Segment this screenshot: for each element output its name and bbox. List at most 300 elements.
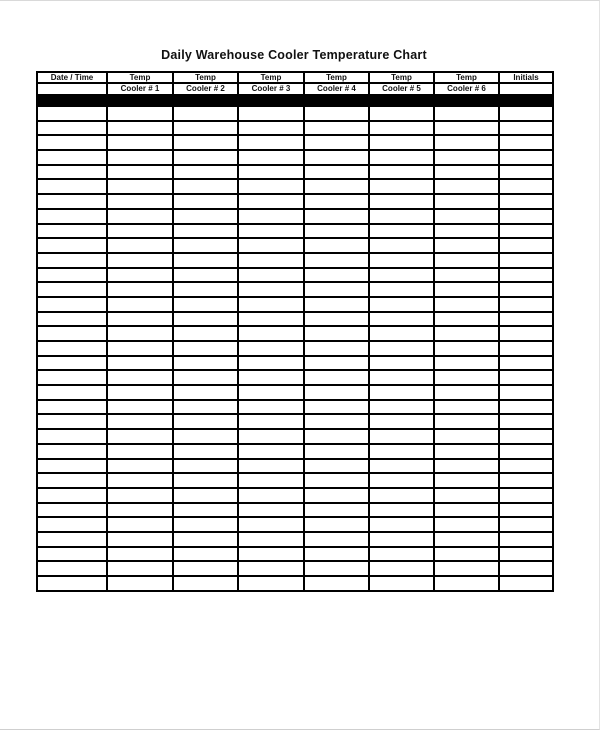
blank-entry-cell <box>107 341 173 356</box>
blank-entry-row <box>37 547 553 562</box>
blank-entry-cell <box>37 429 107 444</box>
blank-entry-row <box>37 106 553 121</box>
blank-entry-cell <box>37 121 107 136</box>
blank-entry-cell <box>173 576 238 591</box>
blank-entry-cell <box>499 370 553 385</box>
blank-entry-cell <box>304 356 369 371</box>
blank-entry-cell <box>37 547 107 562</box>
blank-entry-cell <box>369 179 434 194</box>
blank-entry-cell <box>173 385 238 400</box>
blank-entry-cell <box>238 429 304 444</box>
blank-entry-cell <box>173 429 238 444</box>
blank-entry-cell <box>238 576 304 591</box>
blank-entry-cell <box>107 282 173 297</box>
blank-entry-row <box>37 165 553 180</box>
blank-entry-cell <box>304 194 369 209</box>
blank-entry-cell <box>499 224 553 239</box>
page-title: Daily Warehouse Cooler Temperature Chart <box>161 48 427 62</box>
blank-entry-cell <box>369 165 434 180</box>
blank-entry-cell <box>499 326 553 341</box>
header-cell-5: Temp <box>369 72 434 83</box>
blank-entry-cell <box>238 547 304 562</box>
blank-entry-cell <box>238 253 304 268</box>
blank-entry-cell <box>369 253 434 268</box>
blank-entry-cell <box>173 503 238 518</box>
blank-entry-cell <box>434 400 499 415</box>
blank-entry-cell <box>37 194 107 209</box>
blank-entry-cell <box>37 326 107 341</box>
blank-entry-cell <box>369 547 434 562</box>
blank-entry-cell <box>434 459 499 474</box>
blank-entry-cell <box>304 165 369 180</box>
blank-entry-cell <box>173 268 238 283</box>
blank-entry-cell <box>304 179 369 194</box>
blank-entry-cell <box>107 414 173 429</box>
blank-entry-cell <box>304 547 369 562</box>
blank-entry-cell <box>434 385 499 400</box>
blank-entry-cell <box>499 238 553 253</box>
blank-entry-cell <box>304 135 369 150</box>
blank-entry-cell <box>107 179 173 194</box>
blank-entry-cell <box>304 209 369 224</box>
blank-entry-cell <box>173 370 238 385</box>
blank-entry-cell <box>37 106 107 121</box>
blank-entry-row <box>37 194 553 209</box>
blank-entry-cell <box>304 106 369 121</box>
blank-entry-cell <box>37 400 107 415</box>
cooler-temperature-table <box>36 71 554 592</box>
blank-entry-cell <box>304 224 369 239</box>
blank-entry-cell <box>238 106 304 121</box>
blank-entry-cell <box>434 268 499 283</box>
blank-entry-cell <box>499 253 553 268</box>
blank-entry-cell <box>107 444 173 459</box>
blank-entry-cell <box>369 429 434 444</box>
subheader-cell-5: Cooler # 5 <box>369 83 434 95</box>
blank-entry-cell <box>173 297 238 312</box>
blank-entry-cell <box>37 179 107 194</box>
blank-entry-cell <box>434 297 499 312</box>
blank-entry-cell <box>37 282 107 297</box>
blank-entry-cell <box>434 370 499 385</box>
blank-entry-cell <box>434 106 499 121</box>
blank-entry-cell <box>107 400 173 415</box>
blank-entry-cell <box>107 312 173 327</box>
blank-entry-cell <box>434 238 499 253</box>
header-cell-6: Temp <box>434 72 499 83</box>
blank-entry-cell <box>434 253 499 268</box>
blank-entry-cell <box>238 503 304 518</box>
blank-entry-cell <box>499 282 553 297</box>
blank-entry-cell <box>37 150 107 165</box>
blank-entry-cell <box>107 488 173 503</box>
blank-entry-cell <box>369 576 434 591</box>
blank-entry-cell <box>173 150 238 165</box>
blank-entry-cell <box>499 150 553 165</box>
blank-entry-cell <box>434 547 499 562</box>
blank-entry-cell <box>434 150 499 165</box>
blank-entry-cell <box>304 341 369 356</box>
blank-entry-cell <box>369 370 434 385</box>
blank-entry-cell <box>499 341 553 356</box>
blank-entry-row <box>37 385 553 400</box>
blank-entry-cell <box>369 341 434 356</box>
blank-entry-row <box>37 238 553 253</box>
blank-entry-cell <box>173 179 238 194</box>
blank-entry-cell <box>107 106 173 121</box>
blank-entry-row <box>37 209 553 224</box>
blank-entry-cell <box>434 414 499 429</box>
blank-entry-cell <box>173 282 238 297</box>
subheader-cell-0 <box>37 83 107 95</box>
blank-entry-cell <box>173 532 238 547</box>
blank-entry-cell <box>434 356 499 371</box>
blank-entry-cell <box>434 326 499 341</box>
blank-entry-cell <box>107 297 173 312</box>
blank-entry-cell <box>434 503 499 518</box>
blank-entry-cell <box>173 444 238 459</box>
blank-entry-cell <box>434 194 499 209</box>
blank-entry-cell <box>369 194 434 209</box>
blank-entry-cell <box>173 121 238 136</box>
blank-entry-cell <box>37 459 107 474</box>
blank-entry-cell <box>238 517 304 532</box>
blank-entry-cell <box>107 165 173 180</box>
blank-entry-cell <box>434 179 499 194</box>
blank-entry-cell <box>304 370 369 385</box>
blank-entry-cell <box>434 312 499 327</box>
blank-entry-cell <box>499 297 553 312</box>
header-cell-2: Temp <box>173 72 238 83</box>
blank-entry-cell <box>37 576 107 591</box>
blank-entry-cell <box>499 576 553 591</box>
blank-entry-row <box>37 473 553 488</box>
blank-entry-cell <box>499 194 553 209</box>
blank-entry-cell <box>37 356 107 371</box>
blank-entry-cell <box>369 561 434 576</box>
blank-entry-cell <box>238 400 304 415</box>
blank-entry-cell <box>238 268 304 283</box>
blank-entry-cell <box>37 312 107 327</box>
blank-entry-row <box>37 400 553 415</box>
blank-entry-cell <box>238 488 304 503</box>
blank-entry-cell <box>434 429 499 444</box>
blank-entry-cell <box>238 150 304 165</box>
blank-entry-cell <box>238 444 304 459</box>
blank-entry-cell <box>107 532 173 547</box>
blank-entry-cell <box>173 459 238 474</box>
blank-entry-cell <box>434 165 499 180</box>
blank-entry-cell <box>499 444 553 459</box>
blank-entry-cell <box>37 473 107 488</box>
blank-entry-cell <box>369 297 434 312</box>
blank-entry-cell <box>107 150 173 165</box>
blank-entry-cell <box>37 532 107 547</box>
blank-entry-cell <box>107 503 173 518</box>
blank-entry-cell <box>173 253 238 268</box>
blank-entry-cell <box>173 561 238 576</box>
blank-entry-row <box>37 297 553 312</box>
subheader-cell-1: Cooler # 1 <box>107 83 173 95</box>
blank-entry-cell <box>304 503 369 518</box>
blank-entry-cell <box>369 326 434 341</box>
blank-entry-cell <box>369 473 434 488</box>
blank-entry-cell <box>37 238 107 253</box>
blank-entry-cell <box>37 488 107 503</box>
blank-entry-cell <box>173 488 238 503</box>
header-cell-0: Date / Time <box>37 72 107 83</box>
blank-entry-cell <box>173 209 238 224</box>
blank-entry-cell <box>107 385 173 400</box>
blank-entry-cell <box>37 224 107 239</box>
blank-entry-cell <box>304 532 369 547</box>
subheader-cell-2: Cooler # 2 <box>173 83 238 95</box>
blank-entry-cell <box>37 517 107 532</box>
blank-entry-cell <box>238 282 304 297</box>
blank-entry-cell <box>499 135 553 150</box>
blank-entry-cell <box>499 473 553 488</box>
blank-entry-row <box>37 121 553 136</box>
blank-entry-cell <box>238 121 304 136</box>
blank-entry-cell <box>434 282 499 297</box>
blank-entry-cell <box>369 150 434 165</box>
blank-entry-cell <box>107 326 173 341</box>
blank-entry-cell <box>369 503 434 518</box>
blank-entry-cell <box>107 429 173 444</box>
blank-entry-cell <box>238 297 304 312</box>
blank-entry-row <box>37 224 553 239</box>
blank-entry-cell <box>304 400 369 415</box>
blank-entry-cell <box>369 488 434 503</box>
header-cell-7: Initials <box>499 72 553 83</box>
blank-entry-cell <box>173 165 238 180</box>
blank-entry-cell <box>434 444 499 459</box>
blank-entry-cell <box>238 224 304 239</box>
blank-entry-cell <box>238 473 304 488</box>
blank-entry-cell <box>37 370 107 385</box>
blank-entry-row <box>37 532 553 547</box>
blank-entry-cell <box>107 253 173 268</box>
blank-entry-cell <box>369 517 434 532</box>
blank-entry-cell <box>304 414 369 429</box>
blank-entry-cell <box>107 370 173 385</box>
blank-entry-cell <box>173 326 238 341</box>
blank-entry-cell <box>107 356 173 371</box>
blank-entry-cell <box>37 561 107 576</box>
blank-entry-cell <box>499 385 553 400</box>
blank-entry-cell <box>369 224 434 239</box>
blank-entry-cell <box>369 532 434 547</box>
blank-entry-cell <box>173 224 238 239</box>
blank-entry-row <box>37 326 553 341</box>
blank-entry-cell <box>499 547 553 562</box>
blank-entry-cell <box>238 561 304 576</box>
blank-entry-cell <box>238 356 304 371</box>
blank-entry-cell <box>369 238 434 253</box>
blank-entry-cell <box>37 503 107 518</box>
blank-entry-cell <box>499 429 553 444</box>
blank-entry-cell <box>107 561 173 576</box>
blank-entry-cell <box>369 414 434 429</box>
blank-entry-cell <box>238 532 304 547</box>
blank-entry-cell <box>499 209 553 224</box>
blank-entry-cell <box>238 165 304 180</box>
subheader-cell-3: Cooler # 3 <box>238 83 304 95</box>
blank-entry-cell <box>37 268 107 283</box>
blank-entry-cell <box>173 312 238 327</box>
blank-entry-cell <box>107 517 173 532</box>
blank-entry-cell <box>499 459 553 474</box>
blank-entry-cell <box>304 488 369 503</box>
blank-entry-cell <box>304 459 369 474</box>
blank-entry-cell <box>304 268 369 283</box>
blank-entry-row <box>37 150 553 165</box>
blank-entry-cell <box>107 135 173 150</box>
blank-entry-cell <box>499 179 553 194</box>
blank-entry-row <box>37 459 553 474</box>
blank-entry-cell <box>304 121 369 136</box>
blank-entry-cell <box>369 121 434 136</box>
blank-entry-cell <box>369 312 434 327</box>
blank-entry-cell <box>107 121 173 136</box>
blank-entry-cell <box>304 253 369 268</box>
blank-entry-cell <box>238 459 304 474</box>
header-cell-3: Temp <box>238 72 304 83</box>
blank-entry-cell <box>107 547 173 562</box>
blank-entry-cell <box>369 135 434 150</box>
blank-entry-cell <box>37 341 107 356</box>
blank-entry-cell <box>304 561 369 576</box>
blank-entry-cell <box>369 356 434 371</box>
blank-entry-cell <box>107 194 173 209</box>
blank-entry-cell <box>369 268 434 283</box>
blank-entry-cell <box>238 414 304 429</box>
blank-entry-cell <box>304 576 369 591</box>
blank-entry-cell <box>499 488 553 503</box>
blank-entry-cell <box>173 135 238 150</box>
blank-entry-cell <box>304 517 369 532</box>
blank-entry-cell <box>238 370 304 385</box>
blank-entry-cell <box>37 414 107 429</box>
subheader-cell-6: Cooler # 6 <box>434 83 499 95</box>
blank-entry-cell <box>37 253 107 268</box>
blank-entry-row <box>37 503 553 518</box>
blank-entry-cell <box>304 385 369 400</box>
blank-entry-row <box>37 517 553 532</box>
blank-entry-cell <box>369 459 434 474</box>
blank-entry-cell <box>238 209 304 224</box>
blank-entry-cell <box>369 400 434 415</box>
blank-entry-cell <box>173 400 238 415</box>
blank-entry-cell <box>173 517 238 532</box>
blank-entry-row <box>37 561 553 576</box>
blank-entry-cell <box>369 209 434 224</box>
blank-entry-cell <box>304 473 369 488</box>
blank-entry-cell <box>499 312 553 327</box>
blank-entry-cell <box>107 268 173 283</box>
blank-entry-cell <box>499 106 553 121</box>
blank-entry-cell <box>238 135 304 150</box>
blank-entry-cell <box>434 532 499 547</box>
blank-entry-cell <box>499 356 553 371</box>
blank-entry-cell <box>238 194 304 209</box>
blank-entry-cell <box>173 106 238 121</box>
blank-entry-cell <box>238 341 304 356</box>
blank-entry-cell <box>434 576 499 591</box>
blank-entry-cell <box>304 429 369 444</box>
blank-entry-row <box>37 253 553 268</box>
blank-entry-cell <box>304 238 369 253</box>
blank-entry-cell <box>107 224 173 239</box>
blank-entry-cell <box>238 179 304 194</box>
blank-entry-cell <box>499 165 553 180</box>
blank-entry-row <box>37 179 553 194</box>
blank-entry-cell <box>499 532 553 547</box>
header-cell-4: Temp <box>304 72 369 83</box>
blank-entry-cell <box>37 135 107 150</box>
blank-entry-row <box>37 370 553 385</box>
blank-entry-cell <box>434 341 499 356</box>
blank-entry-cell <box>37 209 107 224</box>
blank-entry-cell <box>369 282 434 297</box>
blank-entry-cell <box>173 547 238 562</box>
table-body <box>37 95 553 591</box>
blank-entry-cell <box>369 444 434 459</box>
blank-entry-row <box>37 576 553 591</box>
blank-entry-cell <box>173 238 238 253</box>
blank-entry-cell <box>238 238 304 253</box>
blank-entry-row <box>37 282 553 297</box>
blank-entry-cell <box>499 503 553 518</box>
blank-entry-cell <box>434 561 499 576</box>
blank-entry-cell <box>238 312 304 327</box>
blank-entry-cell <box>173 341 238 356</box>
header-row-labels <box>37 72 553 83</box>
blank-entry-cell <box>304 282 369 297</box>
blank-entry-row <box>37 135 553 150</box>
black-separator-cell <box>37 95 553 106</box>
blank-entry-cell <box>304 297 369 312</box>
blank-entry-cell <box>434 121 499 136</box>
blank-entry-cell <box>369 385 434 400</box>
blank-entry-row <box>37 341 553 356</box>
blank-entry-row <box>37 429 553 444</box>
subheader-cell-4: Cooler # 4 <box>304 83 369 95</box>
blank-entry-cell <box>304 150 369 165</box>
blank-entry-row <box>37 356 553 371</box>
blank-entry-row <box>37 268 553 283</box>
blank-entry-row <box>37 312 553 327</box>
blank-entry-cell <box>499 517 553 532</box>
blank-entry-cell <box>434 517 499 532</box>
blank-entry-cell <box>304 312 369 327</box>
blank-entry-cell <box>434 488 499 503</box>
header-row-cooler-numbers <box>37 83 553 95</box>
blank-entry-cell <box>173 414 238 429</box>
document-page <box>36 1 552 592</box>
blank-entry-cell <box>499 414 553 429</box>
blank-entry-cell <box>304 326 369 341</box>
blank-entry-cell <box>369 106 434 121</box>
blank-entry-cell <box>499 121 553 136</box>
blank-entry-cell <box>434 135 499 150</box>
blank-entry-cell <box>107 238 173 253</box>
blank-entry-cell <box>173 356 238 371</box>
blank-entry-cell <box>499 400 553 415</box>
blank-entry-cell <box>37 444 107 459</box>
blank-entry-cell <box>173 194 238 209</box>
blank-entry-cell <box>173 473 238 488</box>
